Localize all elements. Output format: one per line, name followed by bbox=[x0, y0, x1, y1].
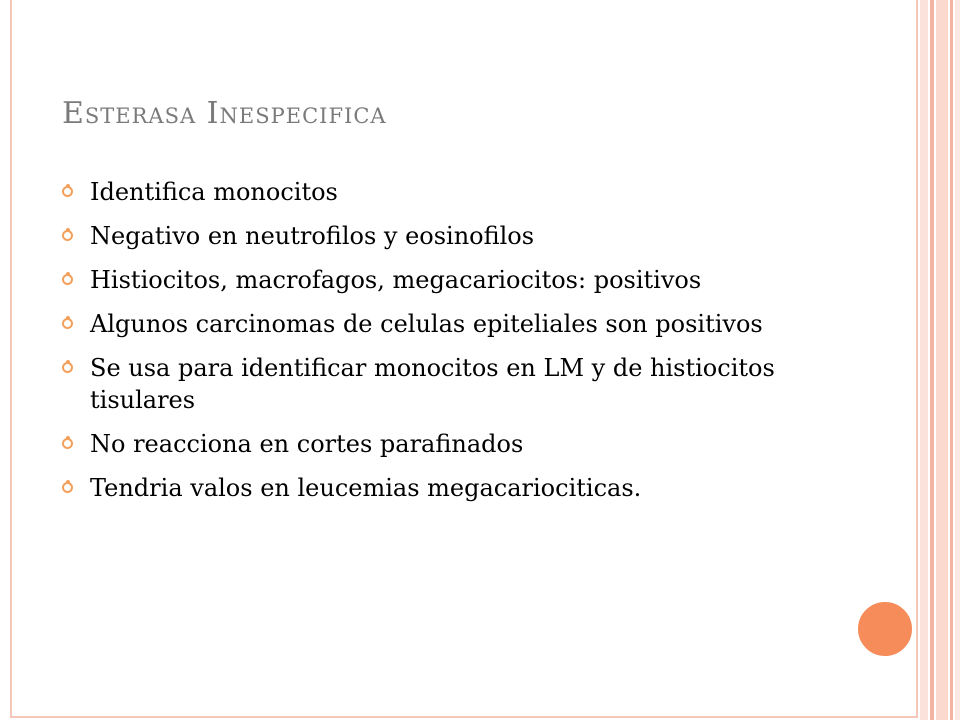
bullet-text: Se usa para identificar monocitos en LM y de histiocitos tisulares bbox=[90, 354, 775, 414]
bullet-ring-icon bbox=[62, 318, 73, 329]
bullet-item bbox=[62, 308, 862, 340]
bullet-ring-icon bbox=[62, 482, 73, 493]
bullet-ring-icon bbox=[62, 186, 73, 197]
bullet-list bbox=[62, 176, 862, 516]
bullet-ring-icon bbox=[62, 230, 73, 241]
bullet-item bbox=[62, 264, 862, 296]
decorative-rail bbox=[936, 0, 948, 720]
bullet-item bbox=[62, 352, 862, 416]
bullet-ring-icon bbox=[62, 438, 73, 449]
bullet-item bbox=[62, 220, 862, 252]
bullet-text: Tendria valos en leucemias megacariociticas. bbox=[90, 474, 642, 502]
decorative-rail bbox=[930, 0, 934, 720]
bullet-ring-icon bbox=[62, 274, 73, 285]
bullet-text: Histiocitos, macrofagos, megacariocitos: positivos bbox=[90, 266, 702, 294]
decorative-rail bbox=[955, 0, 960, 720]
decorative-rail bbox=[920, 0, 928, 720]
accent-circle bbox=[856, 600, 914, 658]
bullet-item bbox=[62, 428, 862, 460]
bullet-text: Identifica monocitos bbox=[90, 178, 338, 206]
bullet-item bbox=[62, 472, 862, 504]
bullet-item bbox=[62, 176, 862, 208]
decorative-rail bbox=[950, 0, 953, 720]
bullet-text: No reacciona en cortes parafinados bbox=[90, 430, 524, 458]
bullet-text: Algunos carcinomas de celulas epiteliales son positivos bbox=[90, 310, 763, 338]
bullet-text: Negativo en neutrofilos y eosinofilos bbox=[90, 222, 535, 250]
slide-title: Esterasa Inespecifica bbox=[62, 96, 387, 131]
bullet-ring-icon bbox=[62, 362, 73, 373]
